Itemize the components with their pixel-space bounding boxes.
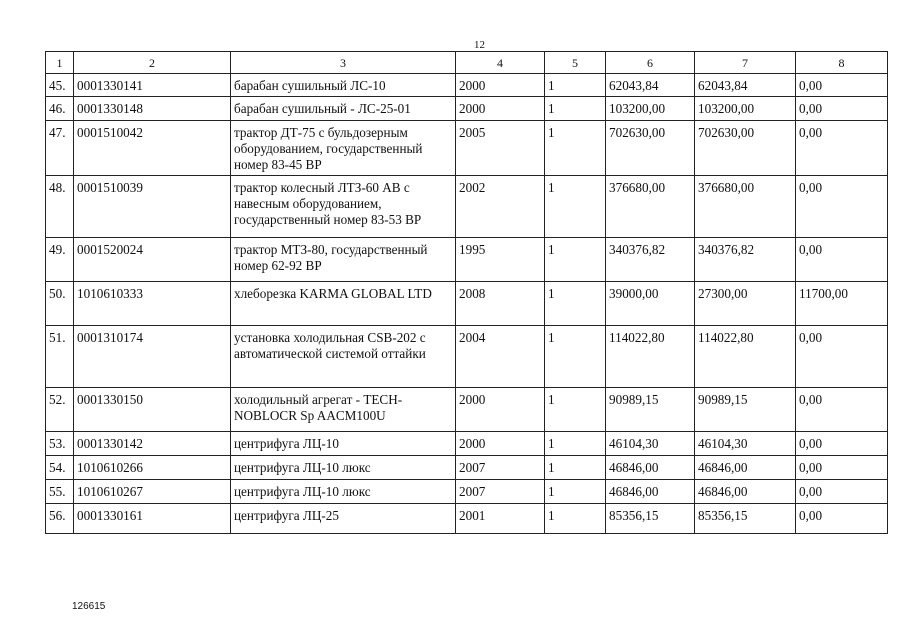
initial-value-cell: 702630,00 [606,121,695,176]
page-number: 12 [474,39,485,51]
quantity-cell: 1 [545,238,606,282]
inventory-code-cell: 0001520024 [74,238,231,282]
initial-value-cell: 85356,15 [606,504,695,534]
residual-value-cell: 11700,00 [796,282,888,326]
year-cell: 2000 [456,432,545,456]
table-row [46,97,888,121]
initial-value-cell: 114022,80 [606,326,695,388]
asset-name-cell: холодильный агрегат - TECH-NOBLOCR Sp AACM100U [231,388,456,432]
depreciation-value-cell: 46104,30 [695,432,796,456]
quantity-cell: 1 [545,326,606,388]
depreciation-value-cell: 103200,00 [695,97,796,121]
initial-value-cell: 46104,30 [606,432,695,456]
depreciation-value-cell: 702630,00 [695,121,796,176]
residual-value-cell: 0,00 [796,326,888,388]
asset-name-cell: трактор ДТ-75 с бульдозерным оборудованием, государственный номер 83-45 ВР [231,121,456,176]
initial-value-cell: 46846,00 [606,480,695,504]
year-cell: 2000 [456,74,545,97]
column-header: 8 [796,52,888,74]
asset-table [45,51,888,534]
depreciation-value-cell: 376680,00 [695,176,796,238]
initial-value-cell: 103200,00 [606,97,695,121]
asset-name-cell: трактор МТЗ-80, государственный номер 62-92 ВР [231,238,456,282]
depreciation-value-cell: 46846,00 [695,456,796,480]
inventory-code-cell: 0001310174 [74,326,231,388]
initial-value-cell: 90989,15 [606,388,695,432]
table-row [46,504,888,534]
quantity-cell: 1 [545,480,606,504]
year-cell: 2007 [456,480,545,504]
asset-name-cell: центрифуга ЛЦ-25 [231,504,456,534]
initial-value-cell: 376680,00 [606,176,695,238]
depreciation-value-cell: 62043,84 [695,74,796,97]
depreciation-value-cell: 46846,00 [695,480,796,504]
table-row [46,432,888,456]
quantity-cell: 1 [545,176,606,238]
row-number-cell: 45. [46,74,74,97]
quantity-cell: 1 [545,121,606,176]
inventory-code-cell: 0001330161 [74,504,231,534]
table-row [46,238,888,282]
table-header-row [46,52,888,74]
depreciation-value-cell: 114022,80 [695,326,796,388]
residual-value-cell: 0,00 [796,456,888,480]
row-number-cell: 46. [46,97,74,121]
row-number-cell: 51. [46,326,74,388]
quantity-cell: 1 [545,74,606,97]
table-row [46,326,888,388]
depreciation-value-cell: 340376,82 [695,238,796,282]
year-cell: 2008 [456,282,545,326]
inventory-code-cell: 0001510042 [74,121,231,176]
asset-name-cell: центрифуга ЛЦ-10 люкс [231,480,456,504]
inventory-code-cell: 0001330142 [74,432,231,456]
row-number-cell: 56. [46,504,74,534]
row-number-cell: 52. [46,388,74,432]
residual-value-cell: 0,00 [796,176,888,238]
asset-name-cell: центрифуга ЛЦ-10 [231,432,456,456]
year-cell: 2000 [456,97,545,121]
year-cell: 2002 [456,176,545,238]
asset-name-cell: установка холодильная CSB-202 с автоматической системой оттайки [231,326,456,388]
asset-name-cell: трактор колесный ЛТЗ-60 АВ с навесным оборудованием, государственный номер 83-53 ВР [231,176,456,238]
year-cell: 2001 [456,504,545,534]
table-row [46,176,888,238]
table-row [46,388,888,432]
row-number-cell: 49. [46,238,74,282]
asset-name-cell: барабан сушильный ЛС-10 [231,74,456,97]
table-row [46,121,888,176]
row-number-cell: 55. [46,480,74,504]
asset-name-cell: хлеборезка KARMA GLOBAL LTD [231,282,456,326]
inventory-code-cell: 0001330141 [74,74,231,97]
residual-value-cell: 0,00 [796,238,888,282]
year-cell: 1995 [456,238,545,282]
column-header: 3 [231,52,456,74]
residual-value-cell: 0,00 [796,504,888,534]
asset-name-cell: центрифуга ЛЦ-10 люкс [231,456,456,480]
table-row [46,480,888,504]
quantity-cell: 1 [545,97,606,121]
inventory-code-cell: 1010610267 [74,480,231,504]
quantity-cell: 1 [545,432,606,456]
residual-value-cell: 0,00 [796,97,888,121]
row-number-cell: 50. [46,282,74,326]
row-number-cell: 47. [46,121,74,176]
inventory-code-cell: 1010610266 [74,456,231,480]
quantity-cell: 1 [545,504,606,534]
initial-value-cell: 62043,84 [606,74,695,97]
table-row [46,74,888,97]
year-cell: 2005 [456,121,545,176]
column-header: 2 [74,52,231,74]
table-row [46,282,888,326]
initial-value-cell: 340376,82 [606,238,695,282]
initial-value-cell: 46846,00 [606,456,695,480]
asset-name-cell: барабан сушильный - ЛС-25-01 [231,97,456,121]
row-number-cell: 48. [46,176,74,238]
residual-value-cell: 0,00 [796,432,888,456]
column-header: 5 [545,52,606,74]
year-cell: 2000 [456,388,545,432]
inventory-code-cell: 0001510039 [74,176,231,238]
column-header: 1 [46,52,74,74]
depreciation-value-cell: 85356,15 [695,504,796,534]
depreciation-value-cell: 90989,15 [695,388,796,432]
row-number-cell: 54. [46,456,74,480]
column-header: 4 [456,52,545,74]
inventory-code-cell: 1010610333 [74,282,231,326]
depreciation-value-cell: 27300,00 [695,282,796,326]
year-cell: 2004 [456,326,545,388]
residual-value-cell: 0,00 [796,121,888,176]
inventory-code-cell: 0001330150 [74,388,231,432]
residual-value-cell: 0,00 [796,74,888,97]
column-header: 7 [695,52,796,74]
table-row [46,456,888,480]
quantity-cell: 1 [545,388,606,432]
inventory-code-cell: 0001330148 [74,97,231,121]
footer-code: 126615 [72,601,106,612]
row-number-cell: 53. [46,432,74,456]
initial-value-cell: 39000,00 [606,282,695,326]
quantity-cell: 1 [545,282,606,326]
column-header: 6 [606,52,695,74]
quantity-cell: 1 [545,456,606,480]
residual-value-cell: 0,00 [796,480,888,504]
residual-value-cell: 0,00 [796,388,888,432]
year-cell: 2007 [456,456,545,480]
